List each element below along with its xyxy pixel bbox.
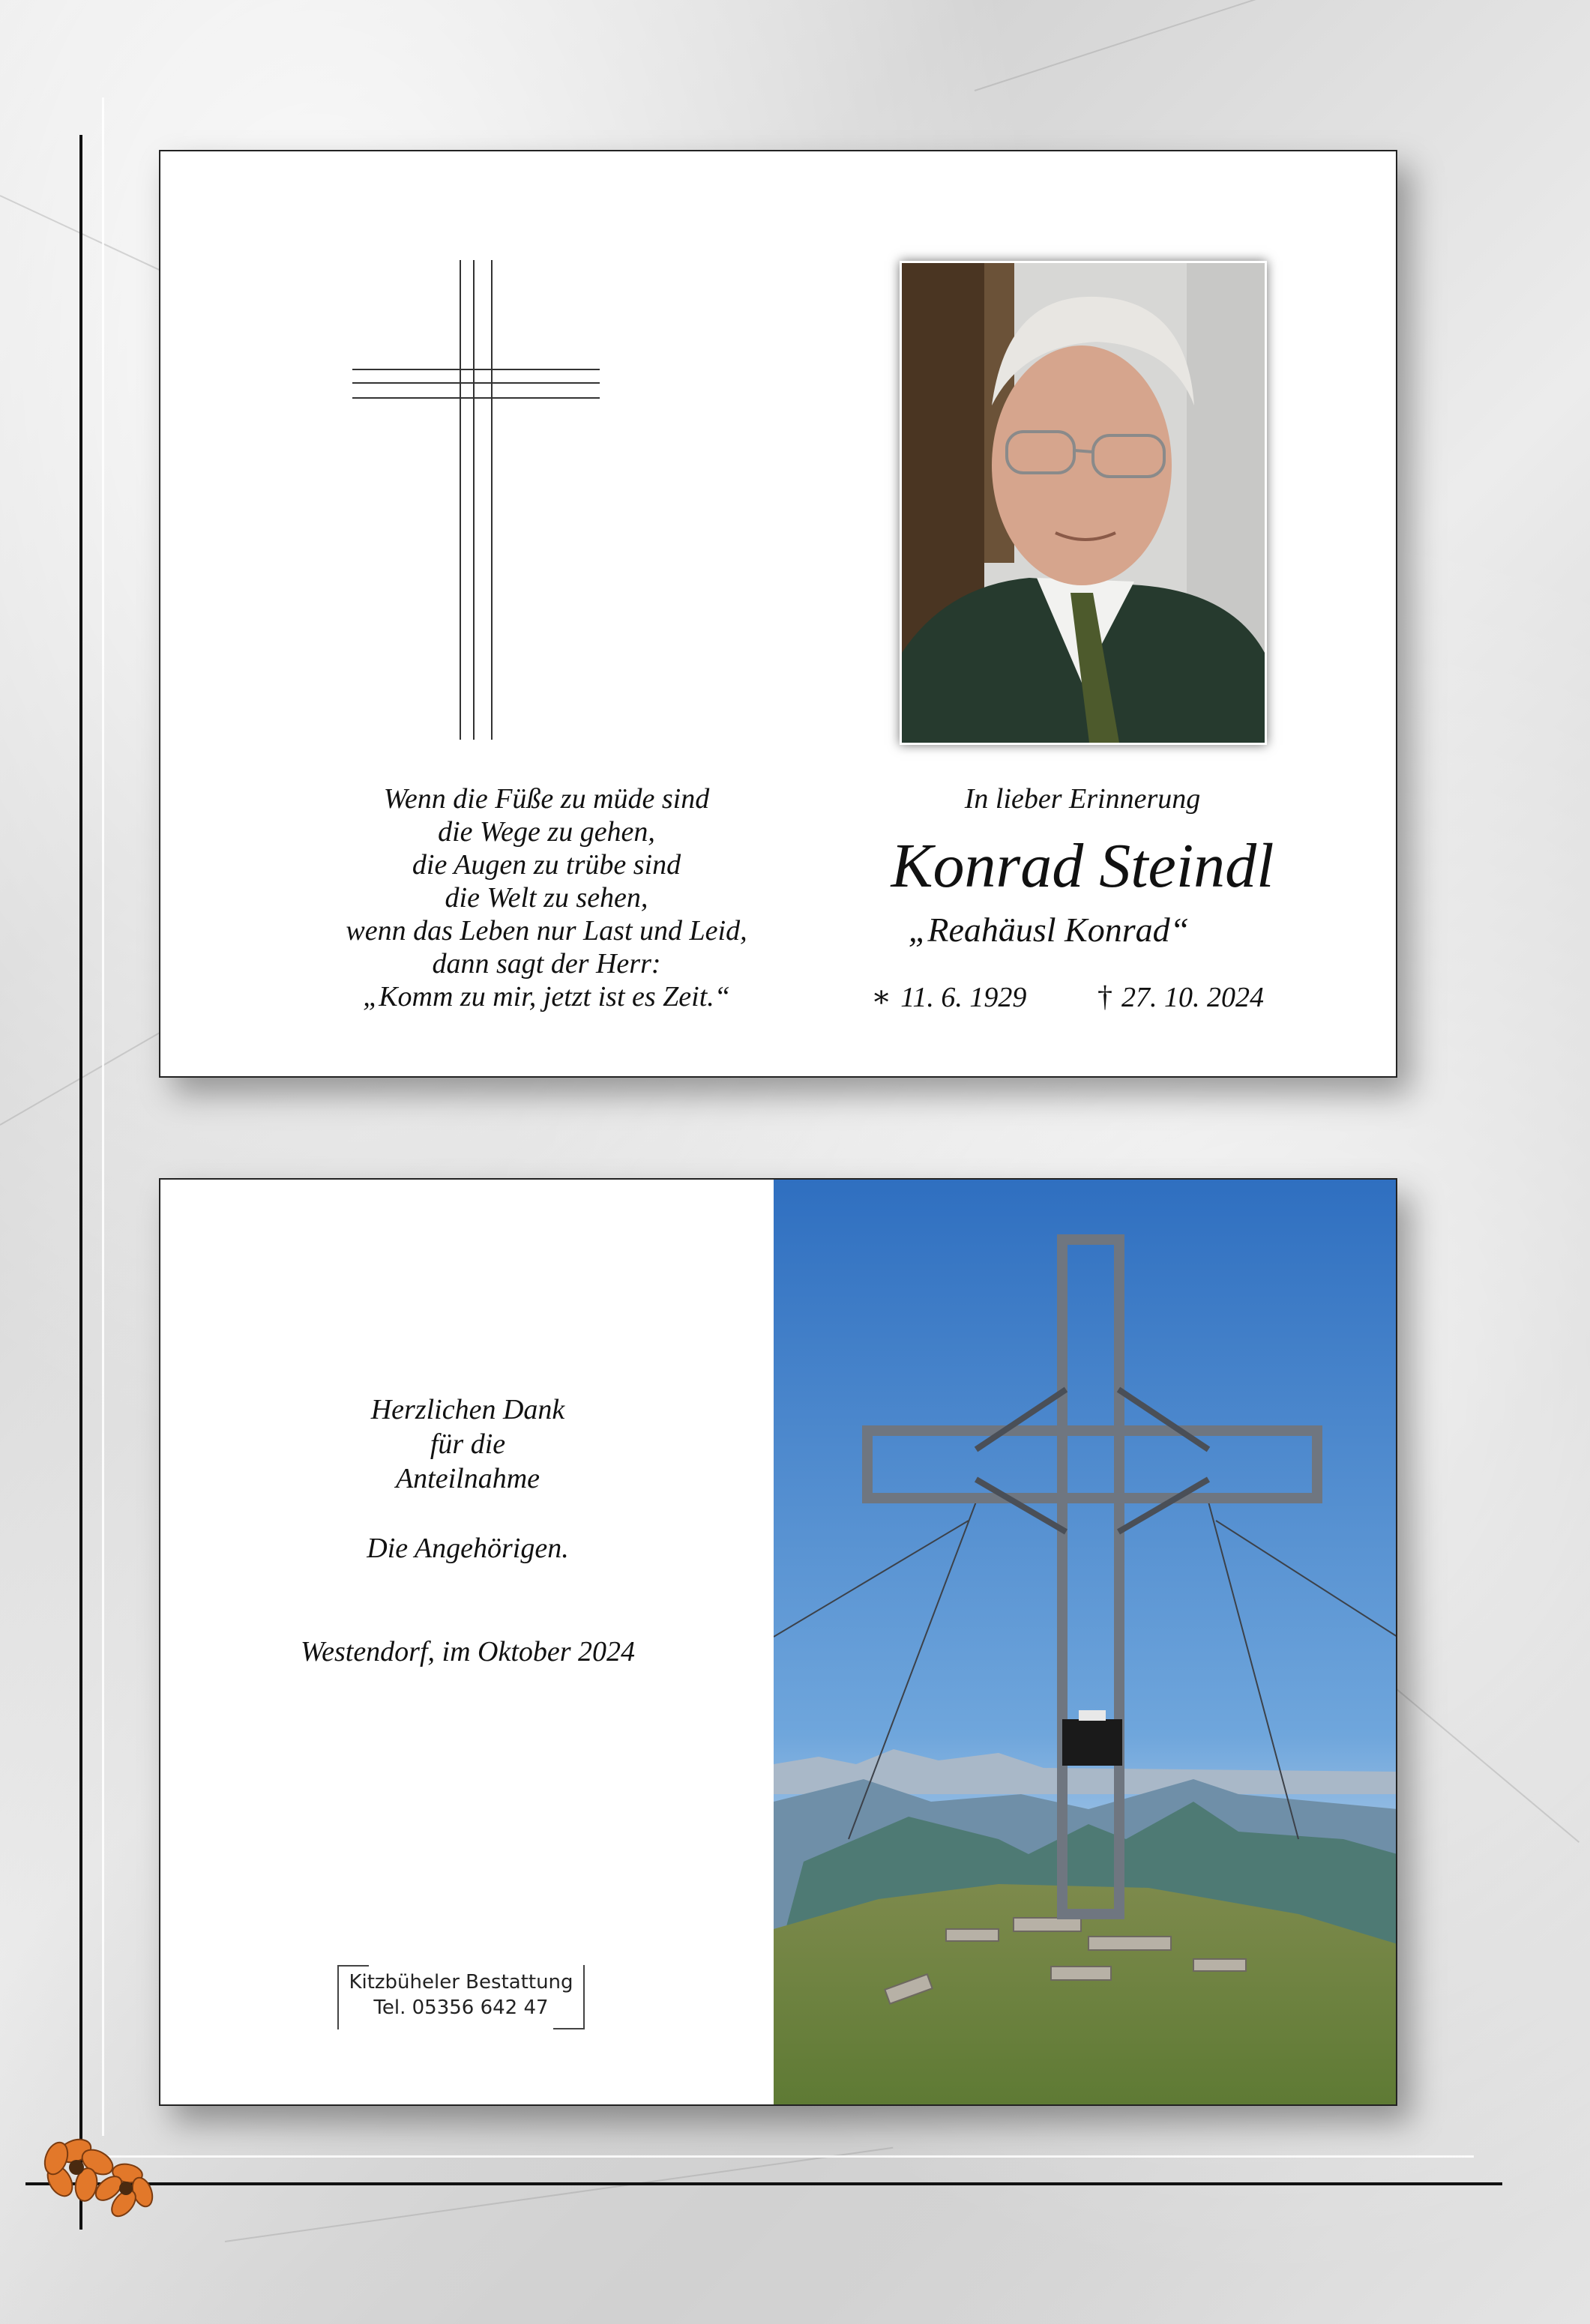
undertaker-phone: Tel. 05356 642 47 (373, 1996, 549, 2019)
death-date-row (1097, 979, 1264, 1014)
relatives-signature: Die Angehörigen. (367, 1533, 569, 1564)
deceased-nickname: „Reahäusl Konrad“ (908, 911, 1190, 949)
undertaker-name: Kitzbüheler Bestattung (349, 1971, 573, 1993)
place-date: Westendorf, im Oktober 2024 (300, 1636, 636, 1667)
birth-date-row (871, 979, 1026, 1014)
thanks-line: für die (430, 1428, 506, 1460)
birth-date: 11. 6. 1929 (900, 982, 1027, 1013)
marble-vein (975, 0, 1545, 91)
portrait-photo (900, 261, 1267, 745)
poem-line: die Welt zu sehen, (445, 882, 648, 914)
poem-line: wenn das Leben nur Last und Leid, (346, 915, 747, 947)
thanks-text (310, 1392, 625, 1496)
poem-line: „Komm zu mir, jetzt ist es Zeit.“ (363, 981, 730, 1012)
cross-icon (352, 260, 600, 740)
marble-vein (225, 2147, 894, 2242)
deceased-name: Konrad Steindl (891, 831, 1274, 901)
thanks-line: Anteilnahme (395, 1463, 540, 1494)
flower-icon (30, 2121, 172, 2218)
frame-line-light-horizontal (102, 2155, 1474, 2158)
card-back (159, 1178, 1397, 2106)
death-date: 27. 10. 2024 (1121, 982, 1264, 1013)
death-symbol: † (1097, 980, 1112, 1013)
poem-line: die Augen zu trübe sind (412, 849, 681, 881)
frame-line-vertical (79, 135, 82, 2230)
frame-line-light-vertical (102, 97, 104, 2136)
poem-line: dann sagt der Herr: (432, 948, 661, 980)
memory-line: In lieber Erinnerung (964, 783, 1201, 815)
birth-symbol: ∗ (871, 980, 892, 1013)
poem-line: die Wege zu gehen, (438, 816, 655, 848)
summit-cross-photo (774, 1180, 1397, 2106)
frame-line-horizontal (25, 2182, 1502, 2185)
undertaker-box (337, 1965, 585, 2029)
thanks-line: Herzlichen Dank (370, 1394, 565, 1425)
poem-line: Wenn die Füße zu müde sind (383, 783, 710, 815)
card-front (159, 150, 1397, 1078)
poem (284, 782, 809, 1013)
